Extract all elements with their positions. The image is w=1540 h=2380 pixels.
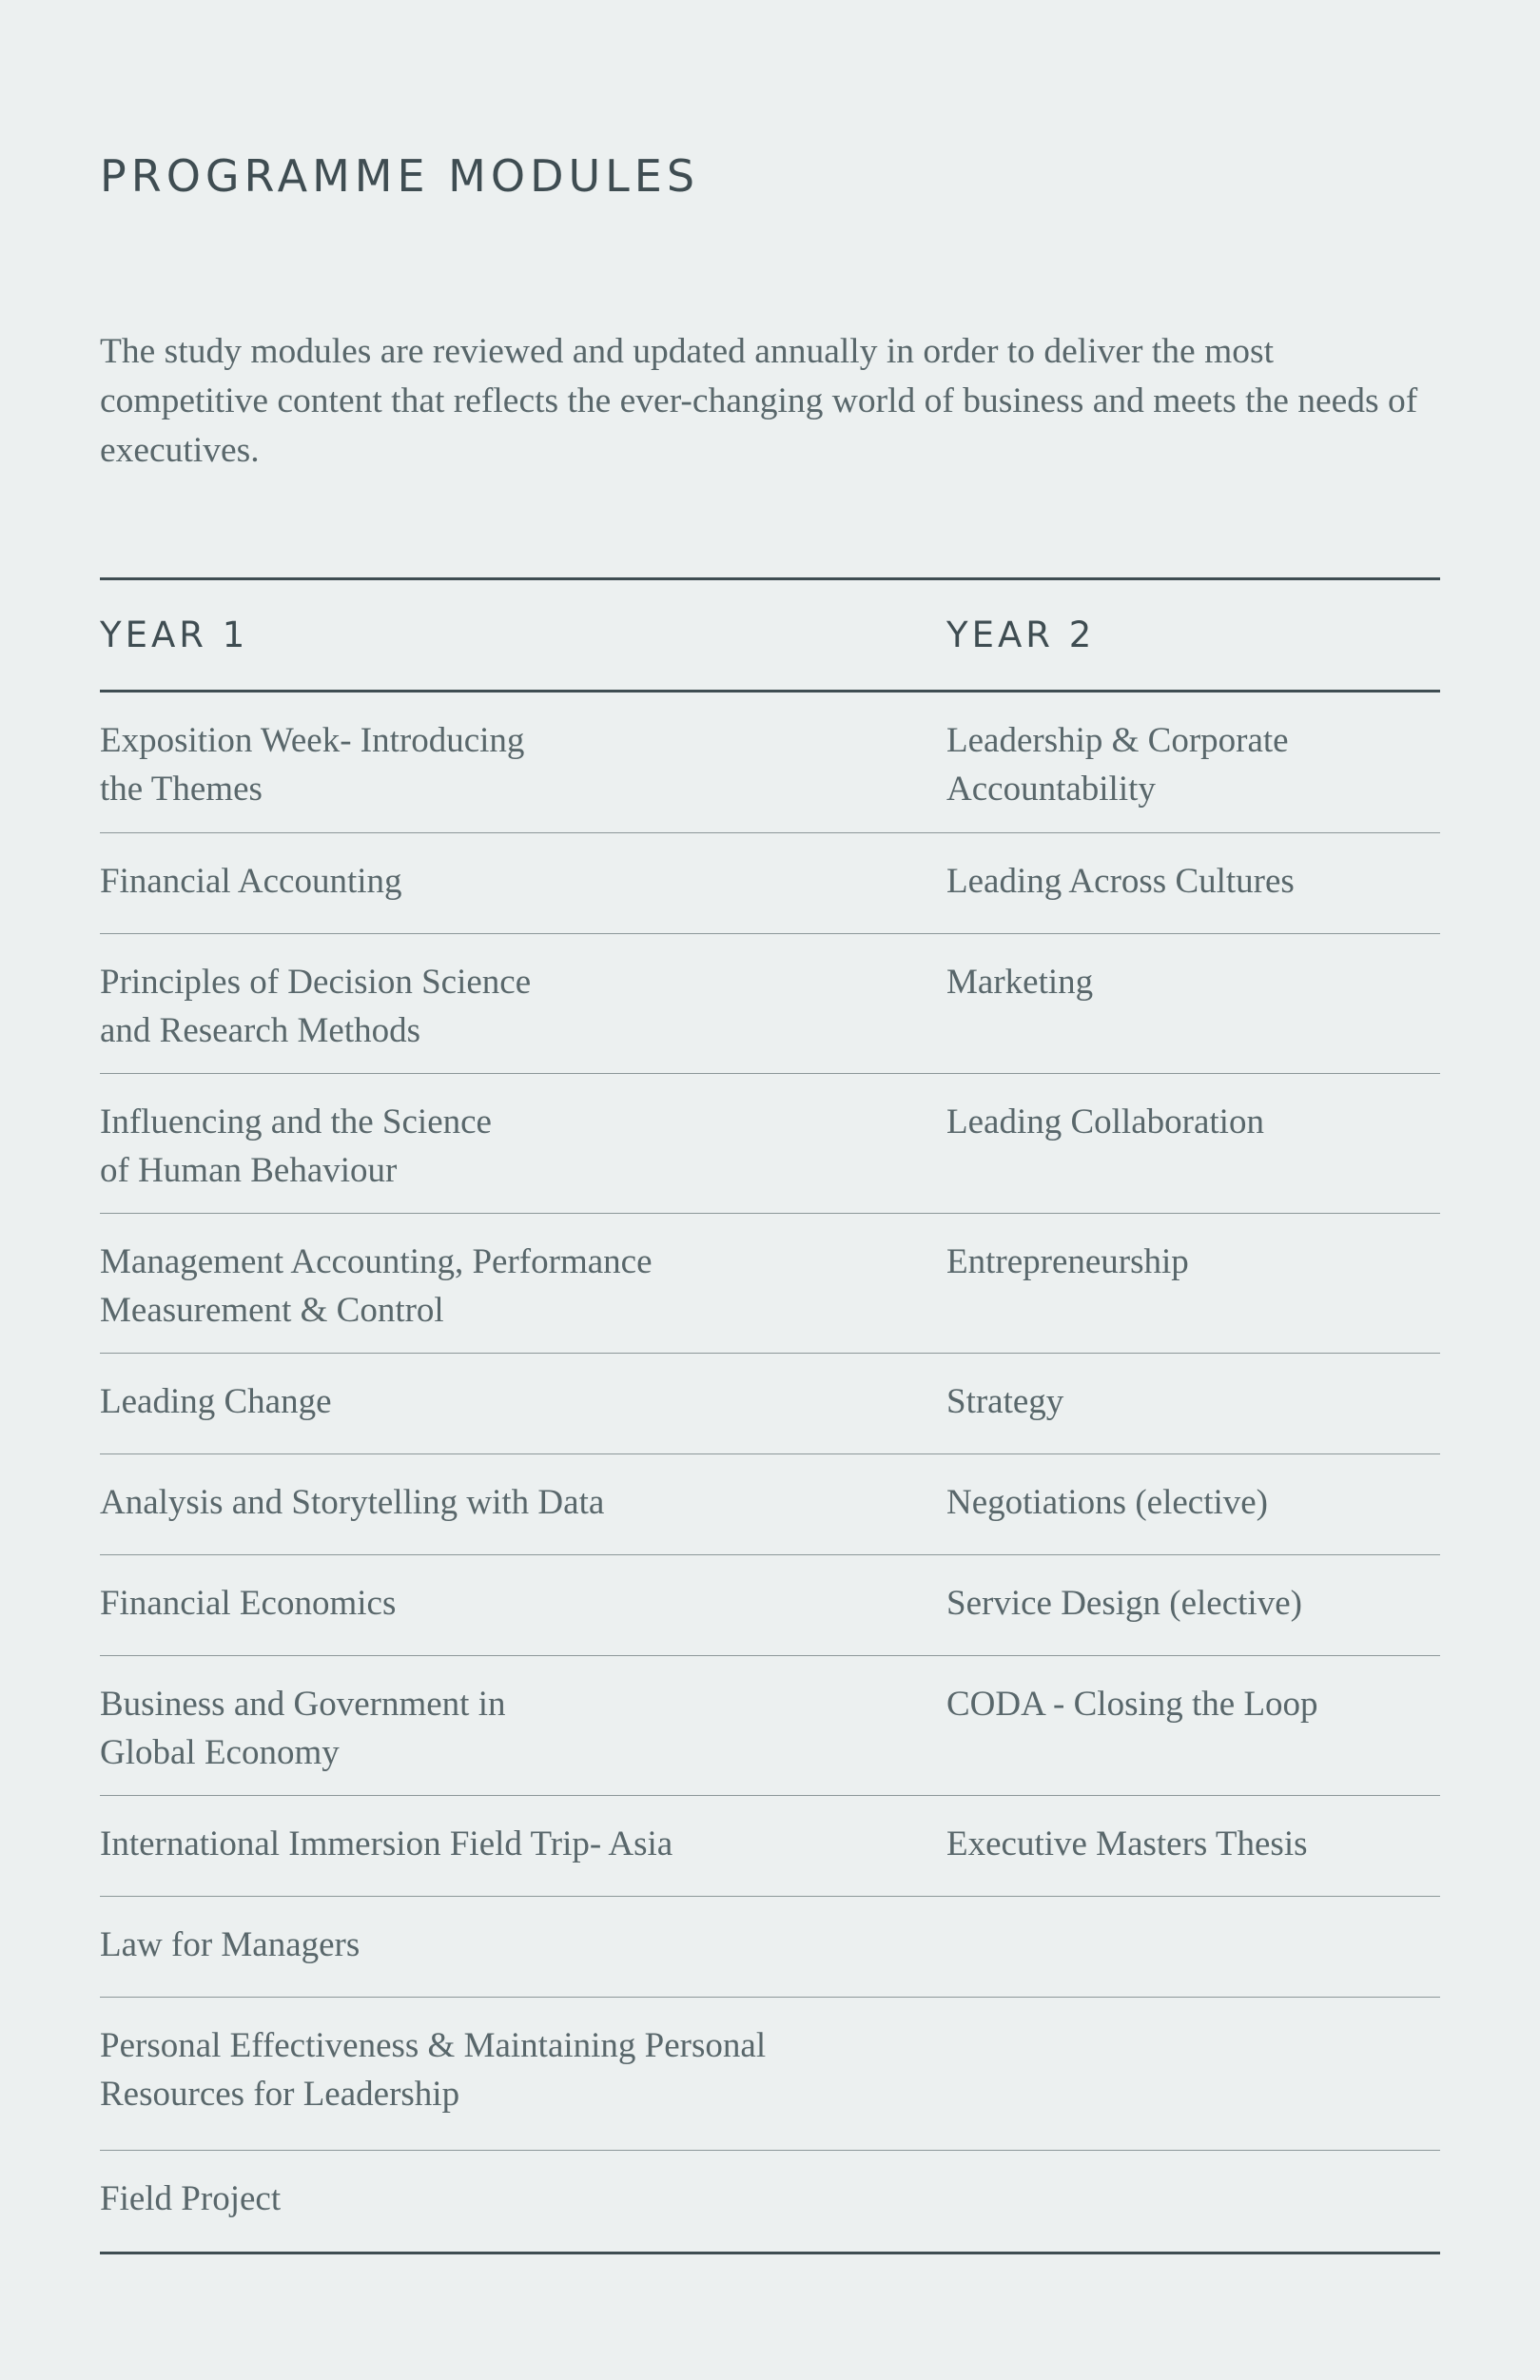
module-text-line: Executive Masters Thesis — [946, 1824, 1308, 1863]
module-text-line: Leading Across Cultures — [946, 862, 1295, 901]
year-2-module — [946, 1478, 1440, 1554]
table-row — [100, 1997, 1440, 2150]
module-text-line: Financial Accounting — [100, 862, 402, 901]
module-text-line: International Immersion Field Trip- Asia — [100, 1824, 673, 1863]
page-title: PROGRAMME MODULES — [100, 150, 700, 202]
year-1-module — [100, 1377, 946, 1453]
year-2-module — [946, 1820, 1440, 1896]
year-1-module — [100, 1921, 946, 1997]
table-row — [100, 933, 1440, 1073]
year-1-module — [100, 1238, 946, 1353]
module-text-line: Exposition Week- Introducing — [100, 721, 525, 760]
year-1-module — [100, 1579, 946, 1655]
module-text-line: Influencing and the Science — [100, 1102, 492, 1141]
table-row — [100, 1655, 1440, 1795]
year-1-module — [100, 857, 946, 933]
year-1-module — [100, 2175, 946, 2252]
year-2-module — [946, 716, 1440, 832]
module-text-line: Principles of Decision Science — [100, 963, 532, 1002]
year-1-module — [100, 1820, 946, 1896]
table-row — [100, 1896, 1440, 1997]
year-1-module — [100, 1680, 946, 1795]
module-text-line: Law for Managers — [100, 1925, 361, 1964]
year-2-module — [946, 1921, 1440, 1997]
module-text-line: the Themes — [100, 770, 263, 809]
module-text-line: Field Project — [100, 2179, 282, 2218]
table-row — [100, 1453, 1440, 1554]
module-text-line: Leadership & Corporate — [946, 721, 1289, 760]
year-2-module — [946, 2021, 1440, 2150]
module-text-line: Personal Effectiveness & Maintaining Personal — [100, 2026, 767, 2065]
module-text-line: Measurement & Control — [100, 1291, 444, 1330]
table-header — [100, 580, 1440, 693]
year-2-module — [946, 1098, 1440, 1213]
module-text-line: Marketing — [946, 963, 1094, 1002]
year-1-module — [100, 1478, 946, 1554]
table-row — [100, 1795, 1440, 1896]
year-2-module — [946, 1579, 1440, 1655]
year-2-module — [946, 1377, 1440, 1453]
table-body — [100, 693, 1440, 2252]
modules-table — [100, 577, 1440, 2254]
year-2-module — [946, 958, 1440, 1073]
intro-paragraph: The study modules are reviewed and updated annually in order to deliver the most competitive content that reflects the ever-changing world of business and meets the needs of executives. — [100, 332, 1418, 470]
year-1-module — [100, 1098, 946, 1213]
year-2-module — [946, 2175, 1440, 2252]
table-row — [100, 1353, 1440, 1453]
module-text-line: Business and Government in — [100, 1685, 506, 1724]
table-row — [100, 1554, 1440, 1655]
module-text-line: of Human Behaviour — [100, 1151, 398, 1190]
module-text-line: and Research Methods — [100, 1011, 421, 1050]
module-text-line: Resources for Leadership — [100, 2075, 460, 2114]
module-text-line: Strategy — [946, 1382, 1064, 1421]
module-text-line: Negotiations (elective) — [946, 1483, 1269, 1522]
module-text-line: CODA - Closing the Loop — [946, 1685, 1318, 1724]
table-row — [100, 1073, 1440, 1213]
table-row — [100, 1213, 1440, 1353]
year-2-module — [946, 1680, 1440, 1795]
year-2-module — [946, 857, 1440, 933]
module-text-line: Accountability — [946, 770, 1156, 809]
year-1-header: YEAR 1 — [100, 615, 249, 655]
table-row — [100, 2150, 1440, 2252]
module-text-line: Entrepreneurship — [946, 1242, 1189, 1281]
year-2-module — [946, 1238, 1440, 1353]
module-text-line: Financial Economics — [100, 1584, 397, 1623]
year-2-header: YEAR 2 — [946, 615, 1096, 655]
table-row — [100, 832, 1440, 933]
year-1-module — [100, 958, 946, 1073]
module-text-line: Leading Collaboration — [946, 1102, 1264, 1141]
table-row — [100, 693, 1440, 832]
module-text-line: Management Accounting, Performance — [100, 1242, 653, 1281]
module-text-line: Global Economy — [100, 1733, 340, 1772]
module-text-line: Service Design (elective) — [946, 1584, 1302, 1623]
year-1-module — [100, 716, 946, 832]
module-text-line: Analysis and Storytelling with Data — [100, 1483, 605, 1522]
year-1-module — [100, 2021, 946, 2150]
module-text-line: Leading Change — [100, 1382, 332, 1421]
